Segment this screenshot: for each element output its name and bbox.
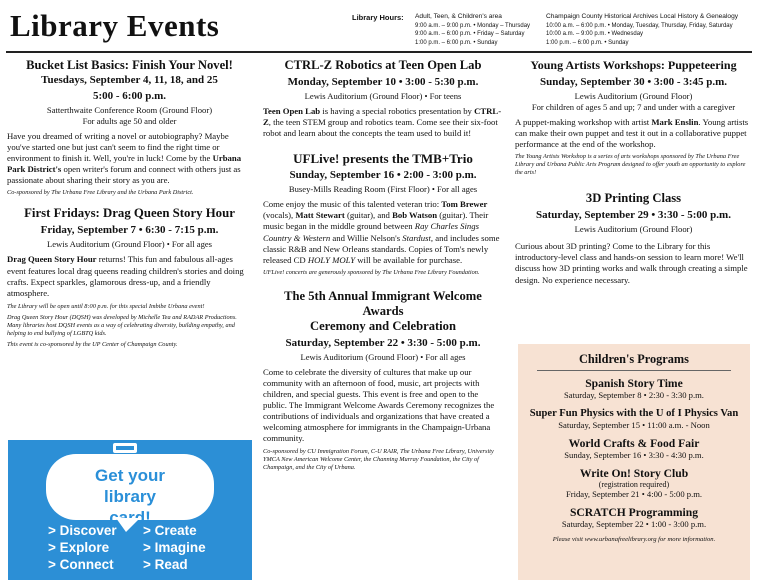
event-ctrl-z-robotics bbox=[263, 58, 503, 139]
event-title: CTRL-Z Robotics at Teen Open Lab bbox=[284, 58, 482, 72]
library-card-ad[interactable] bbox=[8, 440, 252, 580]
childrens-programs-title: Children's Programs bbox=[579, 352, 689, 366]
description-text: Have you dreamed of writing a novel or autobiography? Maybe you've started one but just can't seem to find the right time or environment to finish it. Well, you're in luck! Come by the bbox=[7, 131, 229, 164]
description-italic: HOLY MOLY bbox=[307, 254, 356, 265]
divider bbox=[537, 370, 731, 371]
ad-verb: > Imagine bbox=[143, 540, 206, 555]
event-title: Ceremony and Celebration bbox=[310, 318, 456, 333]
description-bold: Teen Open Lab bbox=[263, 106, 321, 116]
event-description: Curious about 3D printing? Come to the Library for this introductory-level class and hands-on session to learn more! We'll discuss how 3D printing works and walk through creating a simple design. No experience necessary. bbox=[515, 241, 748, 285]
program-date: Friday, September 21 • 4:00 - 5:00 p.m. bbox=[565, 489, 703, 499]
description-text: (vocals), bbox=[263, 210, 296, 221]
header-divider bbox=[6, 51, 752, 53]
ad-verb: > Explore bbox=[48, 540, 110, 555]
event-date: Monday, September 10 • 3:00 - 5:30 p.m. bbox=[287, 76, 479, 88]
hours-line: 9:00 a.m. – 6:00 p.m. • Friday – Saturday bbox=[415, 31, 525, 37]
description-text: , the teen STEM group and robotics team. Come see their six-foot robot and learn about the concepts the team used to build it! bbox=[263, 117, 498, 139]
ad-verb: > Read bbox=[143, 557, 188, 572]
event-title: Bucket List Basics: Finish Your Novel! bbox=[26, 58, 233, 72]
description-bold: CTRL-Z bbox=[263, 106, 502, 128]
event-young-artists-puppeteering bbox=[515, 58, 752, 177]
event-3d-printing bbox=[515, 191, 752, 285]
description-italic: Ray Charles Sings Country & Western bbox=[263, 221, 479, 243]
event-title: The 5th Annual Immigrant Welcome Awards bbox=[284, 288, 482, 318]
program-date: Sunday, September 16 • 3:30 - 4:30 p.m. bbox=[564, 450, 704, 460]
program-item bbox=[518, 506, 750, 530]
column-right bbox=[515, 58, 752, 295]
event-date: Saturday, September 22 • 3:30 - 5:00 p.m. bbox=[285, 336, 481, 349]
event-credit: UFLive! concerts are generously sponsored by The Urbana Free Library Foundation. bbox=[263, 268, 480, 276]
hours-main-areas bbox=[415, 13, 530, 47]
event-audience: For adults age 50 and older bbox=[82, 116, 177, 126]
event-immigrant-welcome-awards bbox=[263, 289, 503, 472]
event-note: Drag Queen Story Hour (DQSH) was developed by Michelle Tea and RADAR Productions. Many libraries host DQSH events as a way of celebrating diversity, building empathy, and helping to end bullying of LGBTQ kids. bbox=[7, 313, 237, 337]
description-bold: Urbana Park District's bbox=[7, 153, 242, 175]
event-bucket-list bbox=[7, 58, 252, 197]
hours-line: 9:00 a.m. – 9:00 p.m. • Monday – Thursday bbox=[415, 22, 531, 29]
event-note: The Library will be open until 8:00 p.m. for this special Imbibe Urbana event! bbox=[7, 302, 205, 310]
description-text: returns! This fun and fabulous all-ages event features local drag queens reading children's stories and doing crafts. Expect sparkles, glamorous dress-up, and a friendly atmosphere. bbox=[7, 254, 244, 298]
description-bold: Tom Brewer bbox=[441, 199, 488, 210]
ad-headline: card! bbox=[109, 508, 151, 527]
program-item bbox=[518, 377, 750, 401]
childrens-programs-box bbox=[518, 344, 750, 580]
event-credit: The Young Artists Workshop is a series of arts workshops sponsored by The Urbana Free Library and Urbana Public Arts Program designed to offer youth an opportunity to explore the arts! bbox=[515, 153, 746, 177]
program-name: World Crafts & Food Fair bbox=[568, 437, 700, 450]
description-text: (guitar), and bbox=[344, 210, 393, 221]
more-info-link[interactable]: Please visit www.urbanafreelibrary.org for more information. bbox=[552, 536, 716, 543]
ad-verb: > Discover bbox=[48, 523, 117, 538]
event-location: Busey-Mills Reading Room (First Floor) • For all ages bbox=[288, 184, 478, 195]
event-time: 5:00 - 6:00 p.m. bbox=[92, 90, 167, 102]
library-hours-label: Library Hours: bbox=[352, 13, 404, 22]
event-credit: Co-sponsored by The Urbana Free Library and the Urbana Park District. bbox=[7, 189, 194, 197]
program-note: (registration required) bbox=[598, 480, 670, 489]
hours-line: 1:00 p.m. – 6:00 p.m. • Sunday bbox=[546, 39, 629, 46]
description-text: A puppet-making workshop with artist bbox=[515, 117, 652, 127]
event-title: UFLive! presents the TMB+Trio bbox=[293, 151, 473, 167]
hours-main-title: Adult, Teen, & Children's area bbox=[415, 13, 502, 20]
event-location: Lewis Auditorium (Ground Floor) • For all ages bbox=[300, 351, 466, 362]
program-name: Super Fun Physics with the U of I Physics Van bbox=[529, 408, 739, 419]
event-location: Lewis Auditorium (Ground Floor) bbox=[574, 224, 693, 235]
event-description: Come to celebrate the diversity of cultures that make up our community with an afternoon of food, music, art projects with children, and special guests. This event is free and open to the public. The Immigrant Welcome Awards Ceremony recognizes the contributions of individuals and organizations that have created a welcoming atmosphere for immigrants in the Champaign-Urbana community. bbox=[263, 366, 495, 444]
event-title: Young Artists Workshops: Puppeteering bbox=[530, 58, 737, 72]
speech-bubble bbox=[46, 454, 214, 527]
program-name: Spanish Story Time bbox=[585, 377, 683, 390]
program-name: SCRATCH Programming bbox=[569, 506, 699, 519]
event-audience: For children of ages 5 and up; 7 and under with a caregiver bbox=[531, 102, 736, 112]
description-bold: Mark Enslin bbox=[651, 117, 699, 127]
program-date: Saturday, September 8 • 2:30 - 3:30 p.m. bbox=[564, 390, 704, 400]
description-text: . Young artists can make their own puppet and test it out in a collaborative puppet performance at the end of the workshop. bbox=[515, 117, 749, 150]
event-description bbox=[7, 254, 252, 298]
ad-verb: > Create bbox=[143, 523, 197, 538]
event-date: Sunday, September 30 • 3:00 - 3:45 p.m. bbox=[540, 76, 727, 88]
program-item bbox=[518, 437, 750, 461]
hours-archives bbox=[546, 13, 738, 47]
description-italic: Stardust bbox=[402, 232, 431, 243]
hours-archives-title: Champaign County Historical Archives Local History & Genealogy bbox=[546, 13, 739, 20]
hours-line: 10:00 a.m. – 6:00 p.m. • Monday, Tuesday, Thursday, Friday, Saturday bbox=[546, 22, 733, 29]
description-text: (guitar). Their music began in the middle ground between bbox=[263, 210, 489, 232]
description-text: , and includes some classic R&B and New Orleans standards. Copies of Tom's newly released CD bbox=[263, 232, 500, 265]
description-text: and Willie Nelson's bbox=[330, 232, 403, 243]
event-location: Lewis Auditorium (Ground Floor) • For all ages bbox=[46, 239, 213, 250]
event-date: Saturday, September 29 • 3:30 - 5:00 p.m. bbox=[536, 209, 731, 222]
event-location: Lewis Auditorium (Ground Floor) • For teens bbox=[304, 91, 462, 101]
program-date: Saturday, September 22 • 1:00 - 3:00 p.m. bbox=[561, 519, 707, 529]
page-header bbox=[0, 0, 758, 52]
event-date: Friday, September 7 • 6:30 - 7:15 p.m. bbox=[40, 224, 219, 237]
event-title: First Fridays: Drag Queen Story Hour bbox=[24, 206, 235, 221]
event-date: Sunday, September 16 • 2:00 - 3:00 p.m. bbox=[289, 169, 477, 182]
ad-headline: Get your bbox=[95, 466, 165, 485]
event-uflive-trio bbox=[263, 151, 503, 277]
description-text: is having a special robotics presentation by bbox=[320, 106, 475, 116]
event-description bbox=[515, 117, 752, 150]
event-credit: Co-sponsored by CU Immigration Forum, C-U RAIR, The Urbana Free Library, University YMCA New American Welcome Center, the Channing Murray Foundation, the City of Champaign, and the City of Urbana. bbox=[263, 447, 494, 471]
page-title: Library Events bbox=[10, 8, 220, 43]
description-bold: Drag Queen Story Hour bbox=[7, 254, 97, 265]
column-middle bbox=[263, 58, 503, 481]
program-name: Write On! Story Club bbox=[579, 467, 689, 480]
program-date: Saturday, September 15 • 11:00 a.m. - Noon bbox=[558, 420, 710, 430]
event-drag-queen-story-hour bbox=[7, 206, 252, 348]
ad-headline: library bbox=[104, 487, 156, 506]
program-item bbox=[518, 407, 750, 431]
event-location: Satterthwaite Conference Room (Ground Floor) bbox=[46, 105, 213, 115]
column-left bbox=[7, 58, 252, 358]
ad-verb: > Connect bbox=[48, 557, 114, 572]
event-description bbox=[7, 131, 252, 186]
description-bold: Matt Stewart bbox=[295, 210, 345, 221]
event-title: 3D Printing Class bbox=[585, 191, 682, 206]
description-text: open writer's forum and connect with others just as passionate about sharing their story as you are. bbox=[7, 164, 241, 186]
library-logo-icon bbox=[113, 443, 137, 453]
event-description bbox=[263, 199, 503, 266]
hours-line: 1:00 p.m. – 6:00 p.m. • Sunday bbox=[415, 39, 498, 46]
description-text: Come enjoy the music of this talented veteran trio: bbox=[263, 199, 442, 210]
event-description bbox=[263, 106, 503, 139]
hours-line: 10:00 a.m. – 9:00 p.m. • Wednesday bbox=[546, 31, 644, 37]
program-item bbox=[518, 467, 750, 500]
description-text: will be available for purchase. bbox=[355, 254, 463, 265]
event-note: This event is co-sponsored by the UP Center of Champaign County. bbox=[7, 340, 178, 348]
event-date: Tuesdays, September 4, 11, 18, and 25 bbox=[41, 74, 218, 86]
description-bold: Bob Watson bbox=[392, 210, 438, 221]
event-location: Lewis Auditorium (Ground Floor) bbox=[574, 91, 693, 101]
